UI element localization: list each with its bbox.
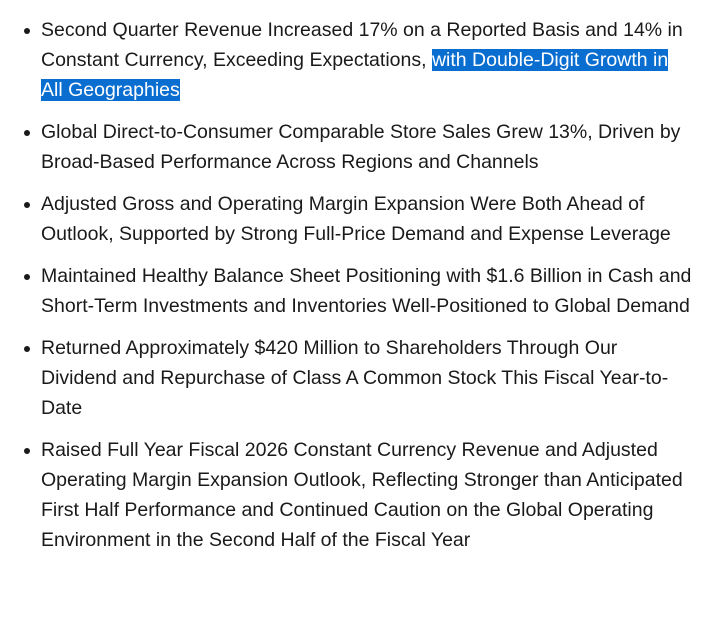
bullet-text: Returned Approximately $420 Million to Shareholders Through Our Dividend and Repurchase of Class A Common Stock This Fiscal Year-to-Date bbox=[41, 337, 669, 419]
list-item bbox=[0, 333, 700, 423]
selected-text: with Double-Digit Growth in All Geographies bbox=[41, 49, 669, 101]
list-item bbox=[0, 435, 700, 555]
bullet-dot bbox=[24, 28, 30, 34]
bullet-dot bbox=[24, 346, 30, 352]
list-item bbox=[0, 15, 700, 105]
list-item bbox=[0, 261, 700, 321]
bullet-text: Global Direct-to-Consumer Comparable Store Sales Grew 13%, Driven by Broad-Based Performance Across Regions and Channels bbox=[41, 121, 681, 173]
bullet-dot bbox=[24, 130, 30, 136]
bullet-text: Raised Full Year Fiscal 2026 Constant Currency Revenue and Adjusted Operating Margin Expansion Outlook, Reflecting Stronger than Anticipated First Half Performance and Continued Caution on the Global Operating Environment in the Second Half of the Fiscal Year bbox=[41, 439, 683, 551]
bullet-dot bbox=[24, 202, 30, 208]
list-item bbox=[0, 189, 700, 249]
bullet-text: Maintained Healthy Balance Sheet Positioning with $1.6 Billion in Cash and Short-Term Investments and Inventories Well-Positioned to Global Demand bbox=[41, 265, 692, 317]
bullet-text: Second Quarter Revenue Increased 17% on a Reported Basis and 14% in Constant Currency, Exceeding Expectations, bbox=[41, 19, 683, 71]
bullet-dot bbox=[24, 448, 30, 454]
bullet-text: Adjusted Gross and Operating Margin Expansion Were Both Ahead of Outlook, Supported by Strong Full-Price Demand and Expense Leverage bbox=[41, 193, 671, 245]
highlights-list bbox=[0, 15, 700, 567]
list-item bbox=[0, 117, 700, 177]
bullet-dot bbox=[24, 274, 30, 280]
